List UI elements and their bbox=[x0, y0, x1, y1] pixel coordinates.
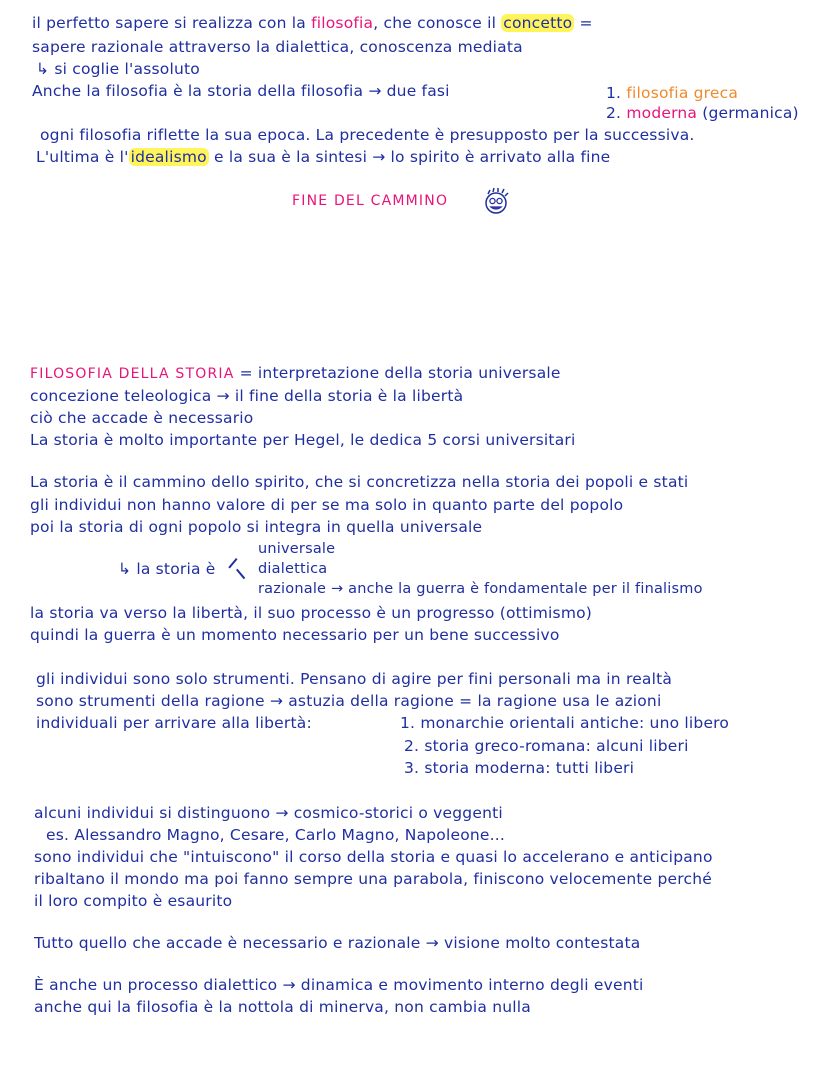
text-line-s2-7: poi la storia di ogni popolo si integra in quella universale bbox=[30, 518, 483, 536]
text-line-4: Anche la filosofia è la storia della filosofia → due fasi bbox=[32, 82, 450, 100]
text-line-s2-16: ribaltano il mondo ma poi fanno sempre una parabola, finiscono velocemente perché bbox=[34, 870, 712, 888]
text-line-s2-5: La storia è il cammino dello spirito, che si concretizza nella storia dei popoli e stati bbox=[30, 473, 689, 491]
text-line-s2-6: gli individui non hanno valore di per se ma solo in quanto parte del popolo bbox=[30, 496, 624, 514]
text-line-s2-10: gli individui sono solo strumenti. Pensano di agire per fini personali ma in realtà bbox=[36, 670, 673, 688]
branch-connector-top bbox=[228, 558, 237, 568]
phase-item-2: 2. moderna (germanica) bbox=[606, 104, 799, 122]
text-line-s2-13: alcuni individui si distinguono → cosmico-storici o veggenti bbox=[34, 804, 503, 822]
heading-filosofia-storia: FILOSOFIA DELLA STORIA bbox=[30, 366, 235, 382]
text-line-s2-17: il loro compito è esaurito bbox=[34, 892, 233, 910]
branch-item-dialettica: dialettica bbox=[258, 561, 328, 577]
list-item-1: 1. monarchie orientali antiche: uno libero bbox=[400, 714, 730, 732]
text-line-s2-18: Tutto quello che accade è necessario e razionale → visione molto contestata bbox=[34, 934, 641, 952]
text-line-5: ogni filosofia riflette la sua epoca. La precedente è presupposto per la successiva. bbox=[40, 126, 695, 144]
text-line-s2-19: È anche un processo dialettico → dinamica e movimento interno degli eventi bbox=[34, 976, 644, 994]
section-title-filosofia-storia: FILOSOFIA DELLA STORIA = interpretazione della storia universale bbox=[30, 364, 561, 382]
text-line-s2-14: es. Alessandro Magno, Cesare, Carlo Magno, Napoleone... bbox=[46, 826, 506, 844]
phase-item-1: 1. filosofia greca bbox=[606, 84, 739, 102]
text-line-1: il perfetto sapere si realizza con la filosofia, che conosce il concetto = bbox=[32, 14, 593, 32]
text-line-6: L'ultima è l' idealismo e la sua è la sintesi → lo spirito è arrivato alla fine bbox=[36, 148, 611, 166]
keyword-idealismo: idealismo bbox=[130, 148, 207, 166]
text-line-s2-11: sono strumenti della ragione → astuzia della ragione = la ragione usa le azioni bbox=[36, 692, 662, 710]
text-line-s2-4: La storia è molto importante per Hegel, le dedica 5 corsi universitari bbox=[30, 431, 576, 449]
keyword-filosofia: filosofia bbox=[311, 14, 374, 32]
fine-del-cammino-heading: FINE DEL CAMMINO bbox=[292, 193, 449, 209]
text-line-s2-9: quindi la guerra è un momento necessario per un bene successivo bbox=[30, 626, 560, 644]
text-line-s2-12: individuali per arrivare alla libertà: bbox=[36, 714, 312, 732]
text-line-s2-8: la storia va verso la libertà, il suo processo è un progresso (ottimismo) bbox=[30, 604, 593, 622]
list-item-3: 3. storia moderna: tutti liberi bbox=[404, 759, 635, 777]
branch-label: ↳ la storia è bbox=[118, 560, 216, 578]
text-line-2: sapere razionale attraverso la dialettica, conoscenza mediata bbox=[32, 38, 523, 56]
branch-item-razionale: razionale → anche la guerra è fondamentale per il finalismo bbox=[258, 581, 703, 597]
branch-connector-bottom bbox=[236, 569, 245, 579]
text-line-s2-3: ciò che accade è necessario bbox=[30, 409, 254, 427]
text-line-s2-15: sono individui che "intuiscono" il corso della storia e quasi lo accelerano e anticipano bbox=[34, 848, 713, 866]
smiley-face-icon bbox=[480, 186, 512, 222]
text-line-s2-20: anche qui la filosofia è la nottola di minerva, non cambia nulla bbox=[34, 998, 531, 1016]
text-line-3: ↳ si coglie l'assoluto bbox=[36, 60, 200, 78]
keyword-concetto: concetto bbox=[503, 14, 573, 32]
list-item-2: 2. storia greco-romana: alcuni liberi bbox=[404, 737, 689, 755]
branch-item-universale: universale bbox=[258, 541, 336, 557]
text-line-s2-2: concezione teleologica → il fine della storia è la libertà bbox=[30, 387, 464, 405]
